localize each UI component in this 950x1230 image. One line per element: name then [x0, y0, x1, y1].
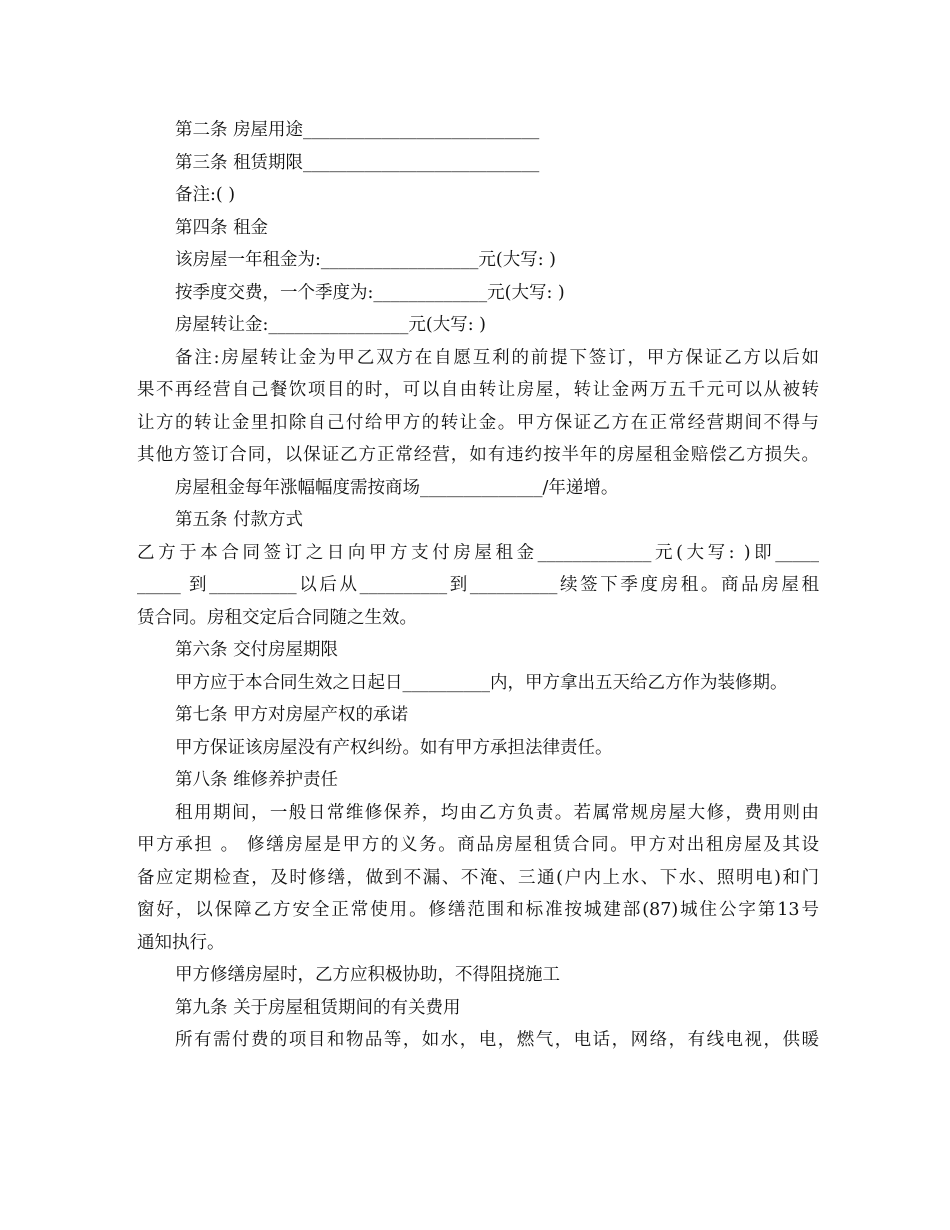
text-line: _____ 到__________以后从__________到__________续签下季度房租。商品房屋租 [137, 575, 819, 595]
text-line: 第八条 维修养护责任 [175, 770, 339, 790]
text-line: 第九条 关于房屋租赁期间的有关费用 [175, 997, 461, 1018]
text-line: 甲方应于本合同生效之日起日__________内，甲方拿出五天给乙方作为装修期。 [175, 672, 788, 693]
text-line: 该房屋一年租金为:__________________元(大写: ) [175, 250, 557, 270]
text-line: 通知执行。 [137, 932, 225, 953]
text-line: 其他方签订合同，以保证乙方正常经营，如有违约按半年的房屋租金赔偿乙方损失。 [137, 445, 819, 465]
text-line: 房屋转让金:________________元(大写: ) [175, 315, 487, 335]
text-line: 让方的转让金里扣除自己付给甲方的转让金。甲方保证乙方在正常经营期间不得与 [137, 412, 819, 433]
text-line: 第五条 付款方式 [175, 510, 304, 530]
text-line: 租用期间，一般日常维修保养，均由乙方负责。若属常规房屋大修，费用则由 [175, 802, 819, 823]
text-line: 甲方保证该房屋没有产权纠纷。如有甲方承担法律责任。 [175, 737, 613, 758]
text-line: 赁合同。房租交定后合同随之生效。 [137, 607, 417, 628]
text-line: 第四条 租金 [175, 217, 269, 238]
text-line: 第六条 交付房屋期限 [175, 640, 339, 660]
text-line: 甲方修缮房屋时，乙方应积极协助，不得阻挠施工 [175, 965, 560, 985]
text-line: 备应定期检查，及时修缮，做到不漏、不淹、三通(户内上水、下水、照明电)和门 [137, 867, 819, 888]
text-line: 第七条 甲方对房屋产权的承诺 [175, 705, 409, 725]
text-line: 窗好，以保障乙方安全正常使用。修缮范围和标准按城建部(87)城住公字第13号 [137, 900, 819, 920]
text-line: 所有需付费的项目和物品等，如水，电，燃气，电话，网络，有线电视，供暖 [175, 1030, 819, 1050]
text-line: 按季度交费，一个季度为:_____________元(大写: ) [175, 282, 565, 303]
text-line: 第二条 房屋用途___________________________ [175, 120, 540, 140]
text-line: 备注:( ) [175, 185, 236, 205]
text-line: 第三条 租赁期限___________________________ [175, 152, 540, 173]
text-line: 备注:房屋转让金为甲乙双方在自愿互利的前提下签订，甲方保证乙方以后如 [175, 347, 819, 368]
text-line: 果不再经营自己餐饮项目的时，可以自由转让房屋，转让金两万五千元可以从被转 [137, 380, 819, 400]
text-line: 甲方承担 。 修缮房屋是甲方的义务。商品房屋租赁合同。甲方对出租房屋及其设 [137, 835, 819, 855]
text-line: 房屋租金每年涨幅幅度需按商场______________/年递增。 [175, 477, 619, 498]
document-page [137, 114, 819, 1057]
text-line: 乙方于本合同签订之日向甲方支付房屋租金_____________元(大写: )即_____ [137, 542, 819, 563]
